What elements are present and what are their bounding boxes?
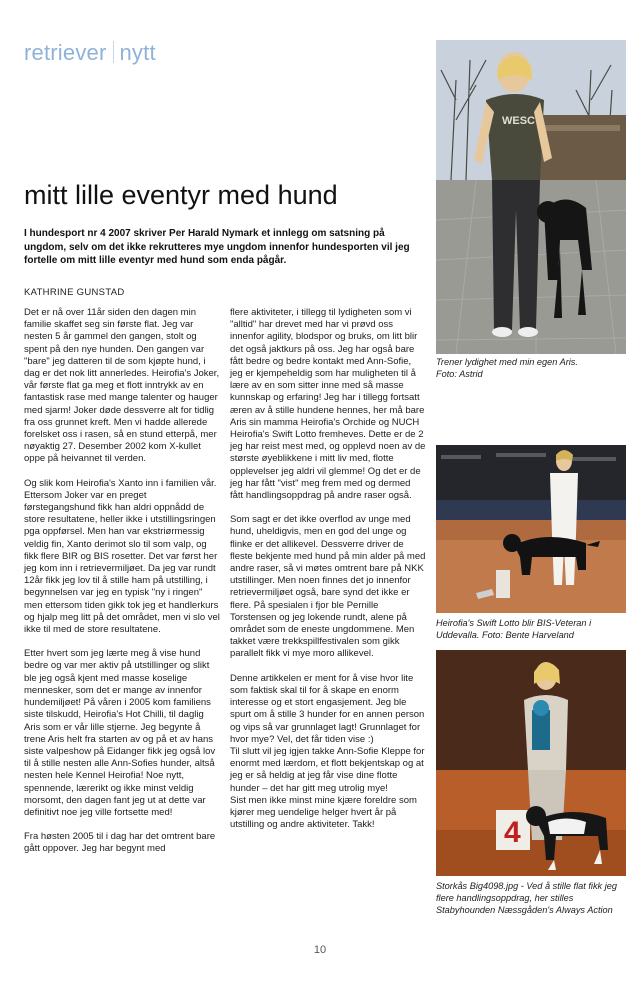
paragraph: Og slik kom Heirofia's Xanto inn i familien vår. Ettersom Joker var en preget førstegangshund fikk han aldri oppnådd de store resultatene, heller ikke i utstillingsringen pga oppførsel. Men han var ekstriørmessig veldig fin, Xanto derimot slo til som valp, og fikk flere BIR og BIS rosetter. Det var først her jeg kom inn i retrievermiljøet. Da jeg var rundt 12år fikk jeg lov til å stille ham på utstilling, i begynnelsen var jeg en typisk "ny i ringen" men ettersom tiden gikk tok jeg et handlerkurs og hjalp meg litt på det området, men vi slo vel ikke til med de store resultatene.	[24, 477, 220, 636]
ring-number: 4	[504, 816, 521, 849]
photo-bis-veteran	[436, 445, 626, 613]
article-title: mitt lille eventyr med hund	[24, 180, 338, 210]
paragraph: Som sagt er det ikke overflod av unge med hund, uheldigvis, men en god del unge og flinke er det allikevel. Dessverre driver de fleste bekjente med hund på min alder på med andre raser, så vi møtes omtrent bare på NKK utstillinger. Men noen finnes det jo innenfor retrievermiljøet også, bare synd det ikke er flere. På spesialen i fjor ble Pernille Torstensen og jeg lokende rundt, alene på området som de eneste ungdommene. Men takket være trekkspillfestivalen som gikk parallelt fikk vi mye moro allikevel.	[230, 514, 426, 660]
article-byline: KATHRINE GUNSTAD	[24, 287, 125, 298]
masthead-divider	[113, 41, 114, 63]
photo-stabyhoun	[436, 650, 626, 876]
masthead-nytt: nytt	[119, 40, 156, 65]
photo-2-caption: Heirofia's Swift Lotto blir BIS-Veteran i Uddevalla. Foto: Bente Harveland	[436, 618, 592, 640]
masthead	[24, 40, 156, 66]
shirt-logo: WESC	[502, 115, 535, 127]
paragraph: flere aktiviteter, i tillegg til lydigheten som vi "alltid" har drevet med har vi prøvd oss innenfor agility, blodspor og bruks, om litt blir det også jaktkurs på oss. Jeg har også bare fått bedre og bedre kontakt med Ann-Sofie, jeg er kjempeheldig som har muligheten til å lære av en som sitter inne med så masse kunnskap og erfaring! Jeg har i tillegg fortsatt æren av å stille hundene hennes, her må bare Aris sin mamma Heirofia's Orchide og NUCH Heirofia's Swift Lotto fremheves. Dette er de 2 jeg har reist mest med, og opplevd noen av de største øyeblikkene i mitt liv med, flotte opplevelser jeg aldri vil glemme! Og det er de jeg har fått "vist" meg frem med og dermed fått handlingsoppdrag på andre raser også.	[230, 307, 426, 502]
article-lead: I hundesport nr 4 2007 skriver Per Harald Nymark et innlegg om satsning på ungdom, selv om det ikke rekrutteres mye ungdom innenfor hundesporten vil jeg fortelle om mitt lille eventyr med hund som enda pågår.	[24, 228, 410, 266]
page-number: 10	[313, 944, 327, 956]
text-column-2	[230, 307, 426, 843]
paragraph: Fra høsten 2005 til i dag har det omtrent bare gått oppover. Jeg har begynt med	[24, 831, 216, 855]
text-column-1	[24, 307, 220, 868]
paragraph: Denne artikkelen er ment for å vise hvor lite som faktisk skal til for å skape en enorm interesse og et stort engasjement. Jeg ble spurt om å stille 3 hunder for en annen person og vips så var grunnlaget lagt! Grunnlaget for hvor mye? Vel, det får tiden vise :) Til slutt vil jeg igjen takke Ann-Sofie Kleppe for enormt med lærdom, et flott bekjentskap og at jeg er så heldig at jeg får vise dine flotte hunder – det har gitt meg utrolig mye! Sist men ikke minst mine kjære foreldre som kjører meg uendelige helger hvert år på utstilling og andre aktiviteter. Takk!	[230, 672, 425, 831]
masthead-retriever: retriever	[24, 40, 107, 65]
photo-training-illustration	[436, 40, 626, 354]
paragraph: Etter hvert som jeg lærte meg å vise hund bedre og var mer aktiv på utstillinger og slikt ble jeg også kjent med masse koselige mennesker, som det er mange av innenfor hundemiljøet! På våren i 2005 kom familiens siste tilskudd, Heirofia's Hot Chilli, til daglig Aris som er vår lille stjerne. Jeg begynte å trene Aris helt fra starten av og på et av hans siste valpeshow på Eidanger fikk jeg også lov til å stille nesten alle Ann-Sofies hunder, altså nesten hele Kennel Heirofia! Noe nytt, spennende, lærerikt og ikke minst veldig morsomt, den dagen fant jeg ut at dette var definitivt noe jeg ville fortsette med!	[24, 648, 216, 818]
photo-training-obedience	[436, 40, 626, 354]
photo-ring-illustration	[436, 650, 626, 876]
photo-1-caption: Trener lydighet med min egen Aris. Foto: Astrid	[436, 357, 578, 379]
paragraph: Det er nå over 11år siden den dagen min familie skaffet seg sin første flat. Jeg var nesten 5 år gammel den gangen, stolt og spent på den nye hunden. Den gangen var "bare" jeg datteren til de som kjøpte hund, i dag er det nok litt annerledes. Heirofia's Joker, vår første flat ga meg et flott inntrykk av en fantastisk rase med mange talenter og hauger med sjarm! Joker døde dessverre alt for tidlig fra oss grunnet kreft. Men vi hadde allerede forelsket oss i rasen, så en stund etterpå, mer nøyaktig 27. Desember 2002 kom X-kullet oppe på heivannet til verden.	[24, 307, 220, 465]
photo-show-illustration	[436, 445, 626, 613]
photo-3-caption: Storkås Big4098.jpg - Ved å stille flat fikk jeg flere handlingsoppdrag, her stilles Stabyhounden Næssgåden's Always Action	[436, 881, 617, 915]
